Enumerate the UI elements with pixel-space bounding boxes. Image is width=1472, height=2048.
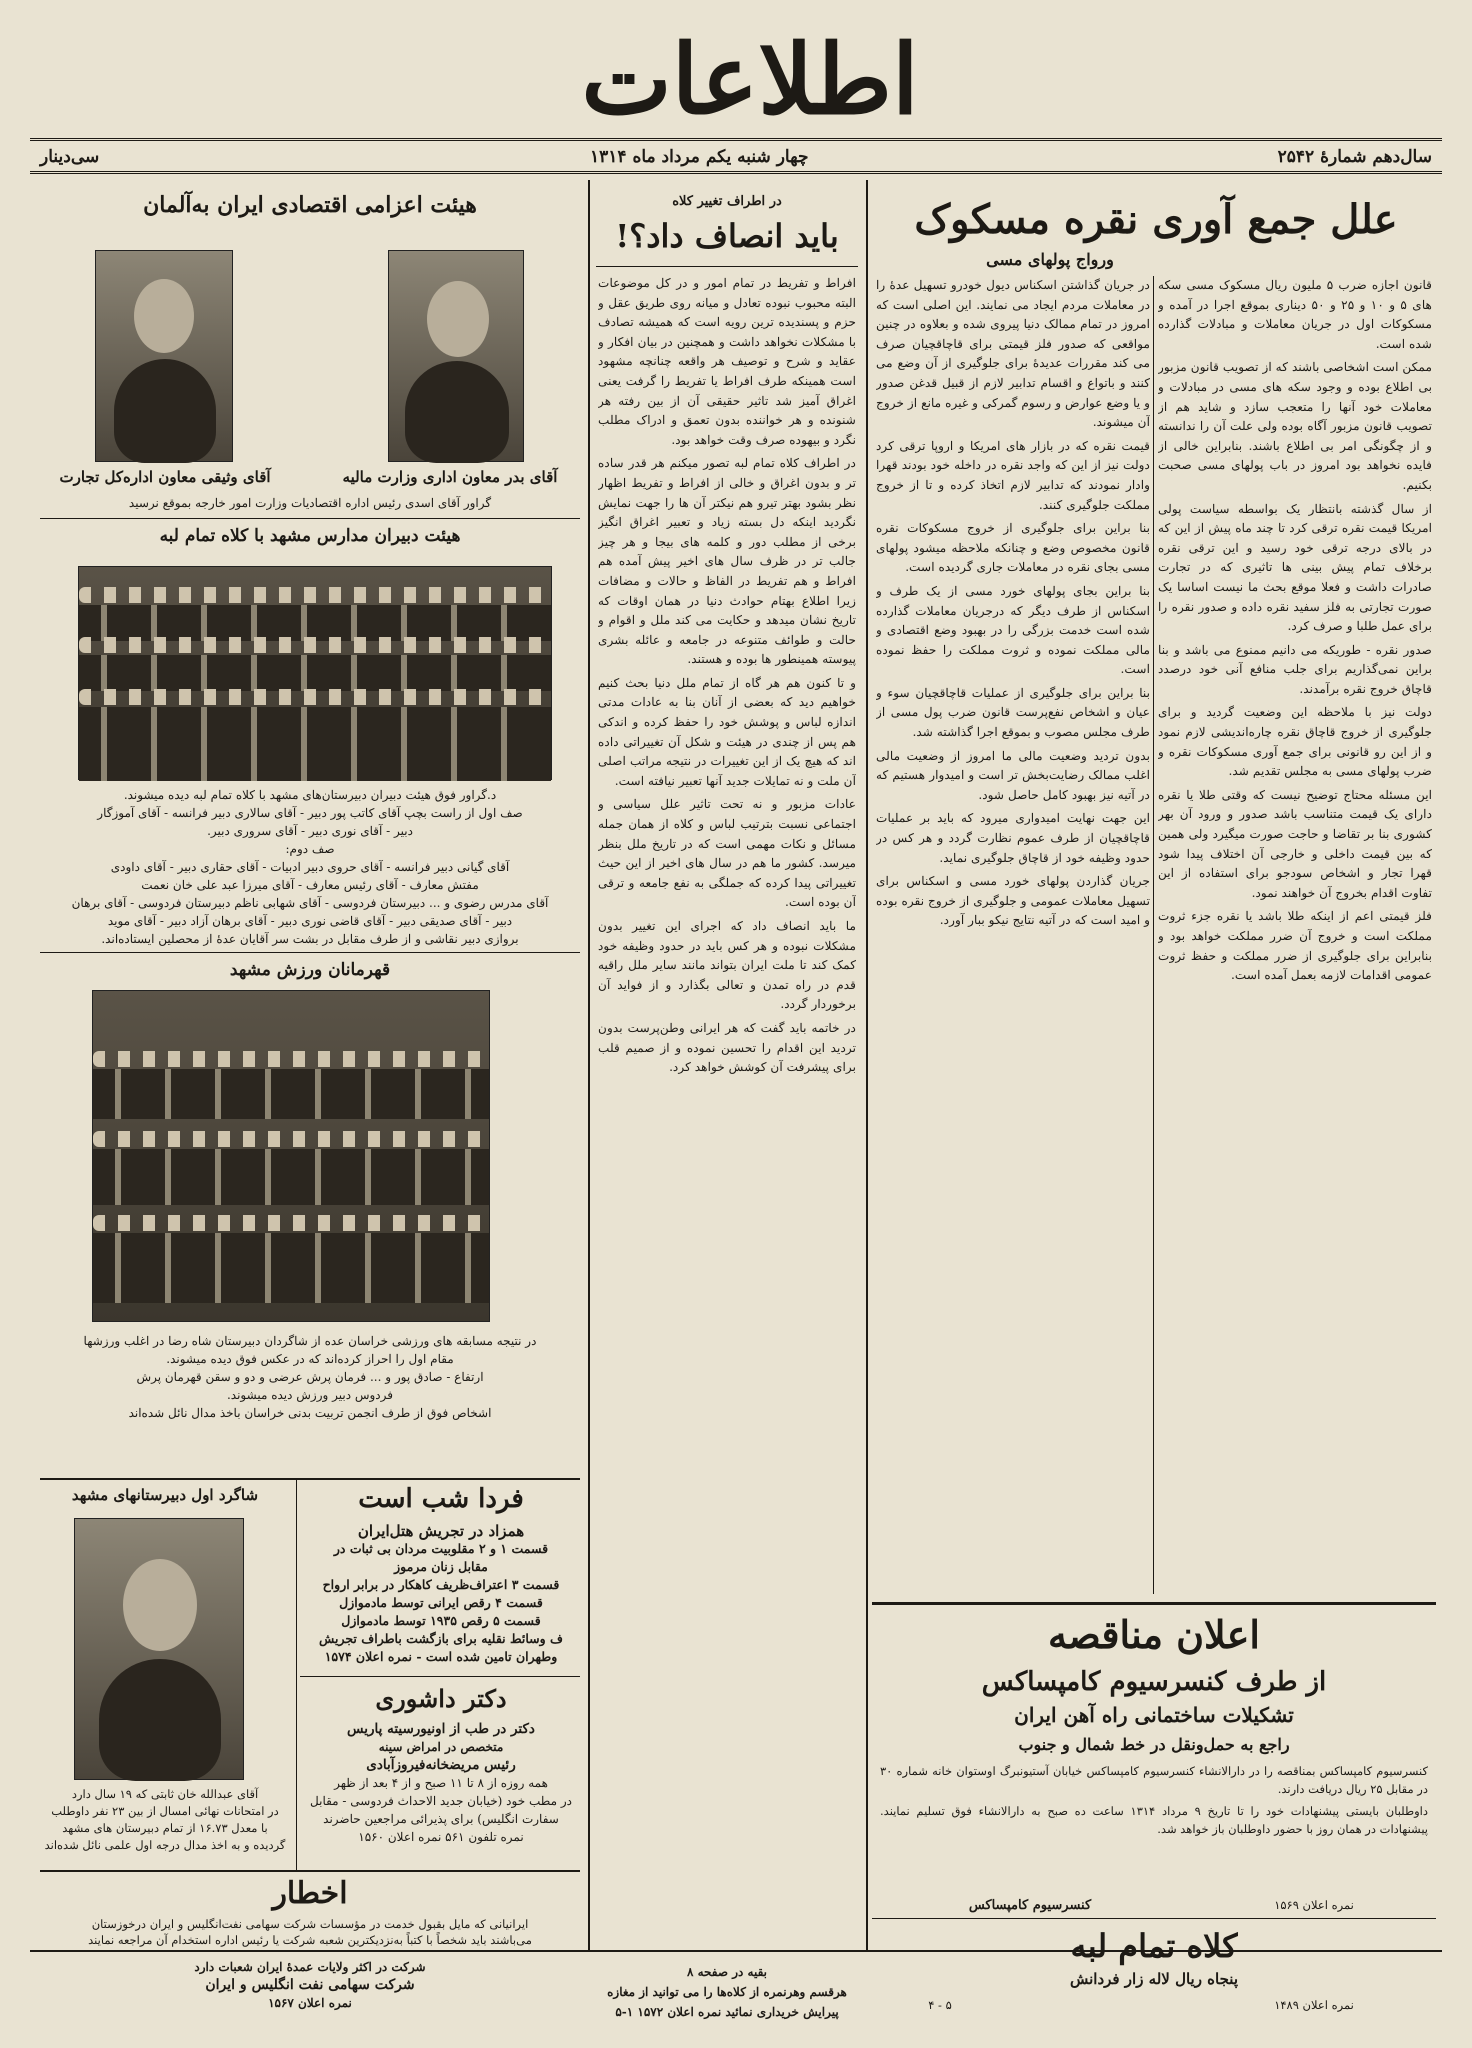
ad-line: ف وسائط نقلیه برای بازگشت باطراف تجریش [319,1631,563,1646]
divider [40,1870,580,1872]
divider [40,1478,580,1480]
coin-article-column-b [876,276,1150,1594]
caption-line: صف دوم: [285,842,335,856]
ad-border [872,1602,1436,1605]
ad-paragraph: کنسرسیوم کامپساکس بمناقصه را در دارالانشاء کنسرسیوم کامپساکس خیابان آستیونبرگ اوستوان خانه شماره ۳۰ در مقابل ۲۵ ریال دریافت دارند. [880,1764,1428,1796]
farda-ad-body [302,1522,580,1666]
warning-line: شرکت سهامی نفت انگلیس و ایران [205,1977,415,1993]
ad-line: نمره تلفون ۵۶۱ نمره اعلان ۱۵۶۰ [358,1830,524,1844]
article-paragraph: بنا براین برای جلوگیری از عملیات قاچاقچیان سوء و عیان و اشخاص نفع‌پرست قانون ضرب پول مسی از طرف مجلس مصوب و بموقع اجرا گذاشته شد. [876,685,1150,740]
warning-line: شرکت در اکثر ولایات عمدهٔ ایران شعبات دارد [194,1960,426,1974]
caption-vasighi: آقای وثیقی معاون اداره‌کل تجارت [59,468,271,486]
ad-line: سفارت انگلیس) برای پذیرائی مراجعین حاضرند [323,1812,559,1826]
caption-line: اشخاص فوق از طرف انجمن تربیت بدنی خراسان باخذ مدال نائل شده‌اند [128,1406,492,1420]
doctor-ad-body [302,1720,580,1846]
article-paragraph: این جهت نهایت امیدواری میرود که باید بر عملیات قاچاقچیان از طرف عموم نظارت گردد و هر کس در حدود وظیفه خود از قاچاق جلوگیری نماید. [876,811,1150,865]
caption-line: با معدل ۱۶.۷۳ از تمام دبیرستان های مشهد [62,1821,268,1835]
coin-article-subhead: ورواج پولهای مسی [986,250,1114,269]
ad-line: در مطب خود (خیابان جدید الاحداث فردوسی - مقابل [310,1794,572,1808]
tender-ad-line3: راجع به حمل‌ونقل در خط شمال و جنوب [1018,1735,1290,1754]
caption-line: مفتش معارف - آقای رئیس معارف - آقای میرزا عبد علی خان نعمت [141,878,479,892]
hat-shop-ad [596,1962,858,2022]
caption-line: بروازی دبیر نقاشی و از طرف مقابل در بشت سر آقایان عدهٔ از محصلین ایستاده‌اند. [101,932,519,946]
divider [40,952,580,953]
divider [296,1480,297,1870]
article-paragraph: بدون تردید وضعیت مالی ما امروز از وضعیت مالی اغلب ممالک رضایت‌بخش تر است و امیدوار هستیم که در آتیه نیز بهبود کامل حاصل شود. [876,748,1150,802]
hat-ad-ref: ۵ - ۴ [928,1998,952,2012]
teachers-title: هیئت دبیران مدارس مشهد با کلاه تمام لبه [159,526,461,546]
ad-line: همه روزه از ۸ تا ۱۱ صبح و از ۴ بعد از ظهر [334,1776,548,1790]
warning-line: ایرانیانی که مایل بقبول خدمت در مؤسسات شرکت سهامی نفت‌انگلیس و ایران درخوزستان [91,1917,529,1931]
tender-ad-body [880,1762,1428,1894]
article-paragraph: بنا براین برای جلوگیری از خروج مسکوکات نقره قانون مخصوص وضع و چنانکه ملاحظه میشود پولهای مسی بجای نقره در معاملات جاری گردیده است. [876,521,1150,575]
article-paragraph: قانون اجازه ضرب ۵ ملیون ریال مسکوک مسی سکه های ۵ و ۱۰ و ۲۵ و ۵۰ دیناری بموقع اجرا در آمده و مسکوکات اول در جریان معاملات و مبادلات گذارده شده است. [1158,278,1432,351]
warning-title: اخطار [272,1876,348,1911]
article-paragraph: افراط و تفریط در تمام امور و در کل موضوعات البته محبوب نبوده تعادل و میانه روی طریق عقل و حزم و پسندیده ترین رویه است که همیشه تصادف با مشکلات نخواهد داشت و همچنین در بیان افکار و عقاید و شرح و توصیف هر واقعه چنانچه مشهود است همینکه طرف افراط یا تفریط را گرفت یعنی اغراق آمیز شد تاثیر حقیقی آن از بین رفته هر شنونده و هر خواننده بدون تعمق و ادراک مطلب نگرد و بیهوده صرف وقت خواهد بود. [598,276,856,447]
column-rule [866,180,868,1950]
warning-body [40,1916,580,1948]
student-caption [40,1786,290,1854]
delegation-title: هیئت اعزامی اقتصادی ایران به‌آلمان [143,192,477,218]
divider [596,266,858,267]
caption-badr: آقای بدر معاون اداری وزارت مالیه [342,468,558,486]
caption-line: ارتفاع - صادق پور و ... فرمان پرش عرضی و دو و سقن قهرمان پرش [136,1370,484,1384]
warning-line: نمره اعلان ۱۵۶۷ [268,1996,352,2010]
caption-line: دبیر - آقای صدیقی دبیر - آقای قاضی نوری دبیر - آقای برهان آزاد دبیر - آقای موید [107,914,513,928]
article-paragraph: ما باید انصاف داد که اجرای این تغییر بدون مشکلات نبوده و هر کس باید در حدود وظیفه خود کمک کند تا ملت ایران بتواند مانند سایر ملل راقیه قدم در راه تمدن و تعالی بگذارد و از فواید آن برخوردار گردد. [598,919,856,1012]
hat-ad-line: پنجاه ریال لاله زار فردانش [1069,1970,1238,1988]
divider [40,518,580,519]
ad-line: وطهران تامین شده است - نمره اعلان ۱۵۷۴ [324,1649,558,1664]
caption-line: آقای عبدالله خان ثابتی که ۱۹ سال دارد [71,1787,259,1801]
issue-number: سال‌دهم شمارهٔ ۲۵۴۲ [1277,147,1432,167]
article-paragraph: قیمت نقره که در بازار های امریکا و اروپا ترقی کرد دولت نیز از این که واجد نقره در داخله خود بودند قهرا وادار نمودند که تدابیر لازم اتخاذ کرده و تا از خروج مملکت جلوگیری کنند. [876,438,1150,512]
caption-line: در امتحانات نهائی امسال از بین ۲۳ نفر داوطلب [51,1804,279,1818]
article-paragraph: فلز قیمتی اعم از اینکه طلا باشد یا نقره جزء ثروت مملکت است و خروج آن ضرر مملکت خواهد بود و بنابراین برای جلوگیری از ضرر مملکت و حفظ ثروت عمومی اقدامات لازمه بعمل آمده است. [1158,909,1432,983]
student-portrait-photo [74,1518,244,1780]
article-paragraph: و تا کنون هم هر گاه از تمام ملل دنیا بحث کنیم خواهیم دید که بعضی از آنان بنا به عادات مدتی اندازه لباس و پوشش خود را حفظ کرده و اندکی هم پس از چندی در هیئت و شکل آن تغییراتی داده اند که هیچ یک از این تغییرات در نتیجه مراتب اصلی آن ملت و نه تمایلات جدید آنها تعبیر نیافته است. [598,675,856,788]
article-paragraph: در اطراف کلاه تمام لبه تصور میکنم هر قدر ساده تر و بدون اغراق و خالی از افراط و تفریط اظهار نظر بشود بهتر تیرو هم نیکتر آن ها را جهت نمایش نگردید اینکه دل بسته زیاد و تعبیر اغراق انگیز برخی از مطلب دور و کلمه های بیجا و هر چیز جالب تر در ظرف سال های اخیر پیش آمده هم افراط و هم تفریط در الفاظ و حالات و مضافات زیرا اطلاع بهتام حوادث دنیا در همان اوقات که تاریخ نشان میدهد و حکایت می کند ملل و اقوام و حالت و طوائف متنوعه در جامعه و عائله بشری پیوسته همینطور ها بوده و هستند. [598,456,856,667]
issue-date: چهار شنبه یکم مرداد ماه ۱۳۱۴ [590,147,809,167]
tender-ad-line1: از طرف کنسرسیوم کامپساکس [981,1667,1327,1697]
divider [300,1676,580,1677]
doctor-ad-title: دکتر داشوری [375,1684,507,1713]
article-paragraph: ممکن است اشخاصی باشند که از تصویب قانون مزبور بی اطلاع بوده و وجود سکه های مسی در مبادلات و معاملات خود آنها را متعجب سازد و شاید هم از تصویب قانون مزبور آگاه بوده ولی علت آن را ندانسته و از چگونگی امر بی اطلاع باشند. بنابراین خالی از فایده نخواهد بود امروز در باب پولهای مسی صحبت بکنیم. [1158,360,1432,492]
portrait-photo-vasighi [95,250,233,462]
student-title: شاگرد اول دبیرستانهای مشهد [71,1486,259,1504]
ad-line: پیرایش خریداری نمائید نمره اعلان ۱۵۷۲ ۱-۵ [615,2005,839,2019]
teachers-group-photo [78,566,552,780]
price-label: سی‌دینار [40,147,100,167]
hat-article-body [598,274,856,1934]
ad-line: رئیس مریضخانه‌فیروزآبادی [366,1757,516,1773]
ad-line: قسمت ۵ رقص ۱۹۳۵ توسط مادموازل [341,1613,541,1628]
ad-line: همزاد در تجریش هتل‌ایران [357,1522,525,1540]
column-rule [588,180,590,1950]
continued-note: بقیه در صفحه ۸ [686,1965,768,1979]
hat-ad-number: نمره اعلان ۱۴۸۹ [1274,1998,1354,2012]
article-headline: باید انصاف داد؟! [615,217,839,255]
caption-line: صف اول از راست بچپ آقای کاتب پور دبیر - آقای سالاری دبیر فرانسه - آقای آموزگار [97,806,523,820]
dateline-bar [30,138,1442,174]
coin-article-headline: علل جمع آوری نقره مسکوک [914,196,1398,243]
article-kicker: در اطراف تغییر کلاه [672,194,782,209]
article-paragraph: جریان گذاردن پولهای خورد مسی و اسکناس برای تسهیل معاملات عمومی و جلوگیری از خروج نقره بوده و امید است که در آتیه نتایج نیکو ببار آورد. [876,874,1150,928]
tender-ad-signature: کنسرسیوم کامپساکس [968,1898,1092,1913]
sports-title: قهرمانان ورزش مشهد [229,960,391,980]
article-paragraph: در خاتمه باید گفت که هر ایرانی وطن‌پرست بدون تردید این اقدام را تحسین نموده و از صمیم قلب برای پیشرفت آن کوشش خواهد کرد. [598,1020,856,1075]
tender-ad-title: اعلان مناقصه [1048,1612,1260,1657]
caption-line: در نتیجه مسابقه های ورزشی خراسان عده از شاگردان دبیرستان شاه رضا در اغلب ورزشها [83,1334,537,1348]
article-paragraph: در جریان گذاشتن اسکناس دیول خودرو تسهیل عدهٔ را در معاملات مردم ایجاد می نمایند. این اصلی است که امروز در تمام ممالک دنیا پیروی شده و بعلاوه در چنین مواقعی که صدور فلز قیمتی برای قاچاقچیان صرف می کند مقررات عدیدهٔ برای جلوگیری از آن وضع می کنند و باتواع و اقسام تدابیر لازم از قبیل قدغن صدور و یا وضع عوارض و رسوم گمرکی و غیره مانع از خروج آن میشوند. [876,278,1150,430]
article-paragraph: این مسئله محتاج توضیح نیست که وقتی طلا یا نقره دارای یک قیمت متناسب باشد صدور و ورود آن بهر کشوری بنا بر تقاضا و حاجت صورت میگیرد ولی همین که بین قیمت داخلی و خارجی آن اختلاف پیدا شود قهرا تجار و اشخاص سودجو برای استفاده از این تفاوت اقدام بخروج آن خواهند نمود. [1158,787,1432,900]
tender-ad-line2: تشکیلات ساختمانی راه آهن ایران [1014,1703,1294,1727]
portrait-photo-badr [388,250,524,462]
caption-note: گراور آقای اسدی رئیس اداره اقتصادیات وزارت امور خارجه بموقع نرسید [128,496,492,510]
hat-ad-title: کلاه تمام لبه [1070,1927,1238,1965]
caption-line: دبیر - آقای نوری دبیر - آقای سروری دبیر. [207,824,413,838]
ad-line: قسمت ۴ رقص ایرانی توسط مادموازل [339,1595,543,1610]
masthead-title: اطلاعات [581,23,919,136]
caption-line: آقای گیانی دبیر فرانسه - آقای حروی دبیر ادبیات - آقای حقاری دبیر - آقای داودی [110,860,510,874]
ad-line: متخصص در امراض سینه [378,1740,504,1754]
ad-line: دکتر در طب از اونیورسیته پاریس [347,1721,535,1737]
ad-line: مقابل زنان مرموز [394,1559,488,1574]
article-paragraph: صدور نقره - طوریکه می دانیم ممنوع می باشد و بنا براین نمی‌گذاریم برای جلب منافع آنی خود درصدد قاچاق خروج نقره برآمدند. [1158,642,1432,696]
divider [872,1918,1436,1919]
ad-paragraph: داوطلبان بایستی پیشنهادات خود را تا تاریخ ۹ مرداد ۱۳۱۴ ساعت ده صبح به دارالانشاء فوق تسلیم نمایند. پیشنهادات در همان روز با حضور داوطلبان باز خواهد شد. [880,1804,1428,1836]
article-paragraph: بنا براین بجای پولهای خورد مسی از یک طرف و اسکناس از طرف دیگر که درجریان معاملات گذارده شده است خدمت بزرگی را در بهبود وضع اقتصادی و مالی مملکت نموده و ثروت مملکت را حفظ نموده است. [876,583,1150,677]
warning-footer [40,1958,580,2012]
article-paragraph: عادات مزبور و نه تحت تاثیر علل سیاسی و اجتماعی نسبت بترتیب لباس و کلاه از همان جمله مسائل و نکات مهمی است که در تاریخ ملل بنظر میرسد. کشور ما هم در سال های اخیر از این حیث تغییراتی پیدا کرده که جملگی به نفع جامعه و ترقی آن بوده است. [598,797,856,910]
sports-caption [40,1332,580,1422]
article-paragraph: دولت نیز با ملاحظه این وضعیت گردید و برای جلوگیری از خروج قاچاق نقره چاره‌اندیشی لازم نمود و از این رو قانونی برای جمع آوری مسکوکات نقره و ضرب پولهای مسی به مجلس تقدیم شد. [1158,705,1432,779]
caption-line: گردیده و به اخذ مدال درجه اول علمی نائل شده‌اند [44,1838,286,1852]
teachers-caption [40,786,580,948]
caption-line: فردوس دبیر ورزش دیده میشوند. [226,1388,394,1402]
ad-line: قسمت ۳ اعتراف‌ظریف کاهکار در برابر ارواح [322,1577,560,1592]
ad-line: قسمت ۱ و ۲ مقلوبیت مردان بی ثبات در [333,1541,549,1556]
coin-article-column-a [1158,276,1432,1594]
farda-ad-title: فردا شب است [358,1484,524,1514]
column-rule [1153,276,1154,1594]
caption-line: د.گراور فوق هیئت دبیران دبیرستان‌های مشهد با کلاه تمام لبه دیده میشوند. [123,788,497,802]
caption-line: آقای مدرس رضوی و ... دبیرستان فردوسی - آقای شهابی ناظم دبیرستان فردوسی - آقای برهان [71,896,549,910]
tender-ad-number: نمره اعلان ۱۵۶۹ [1274,1898,1354,1912]
article-paragraph: از سال گذشته بانتظار یک بواسطه سیاست پولی امریکا قیمت نقره ترقی کرد تا چند ماه پیش از این که در بالای درجه ترقی خود رسید و این ترقی نقره برخلاف تمام پیش بینی ها تاثیری که در تجارت صادرات داشت و فعلا موقع بحث ما نیست اساسا یک صورت تجارتی به فلز سفید نقره داده و صدور نقره را برای عمل طلبا و صرف کرد. [1158,501,1432,634]
caption-line: مقام اول را احراز کرده‌اند که در عکس فوق دیده میشوند. [166,1352,454,1366]
ad-line: هرقسم وهرنمره از کلاه‌ها را می توانید از مغازه [607,1985,847,1999]
sports-team-photo [92,990,490,1322]
warning-line: می‌باشند باید شخصاً با کتباً به‌نزدیکترین شعبه شرکت یا رئیس اداره استخدام آن مراجعه نمایند [88,1933,532,1947]
